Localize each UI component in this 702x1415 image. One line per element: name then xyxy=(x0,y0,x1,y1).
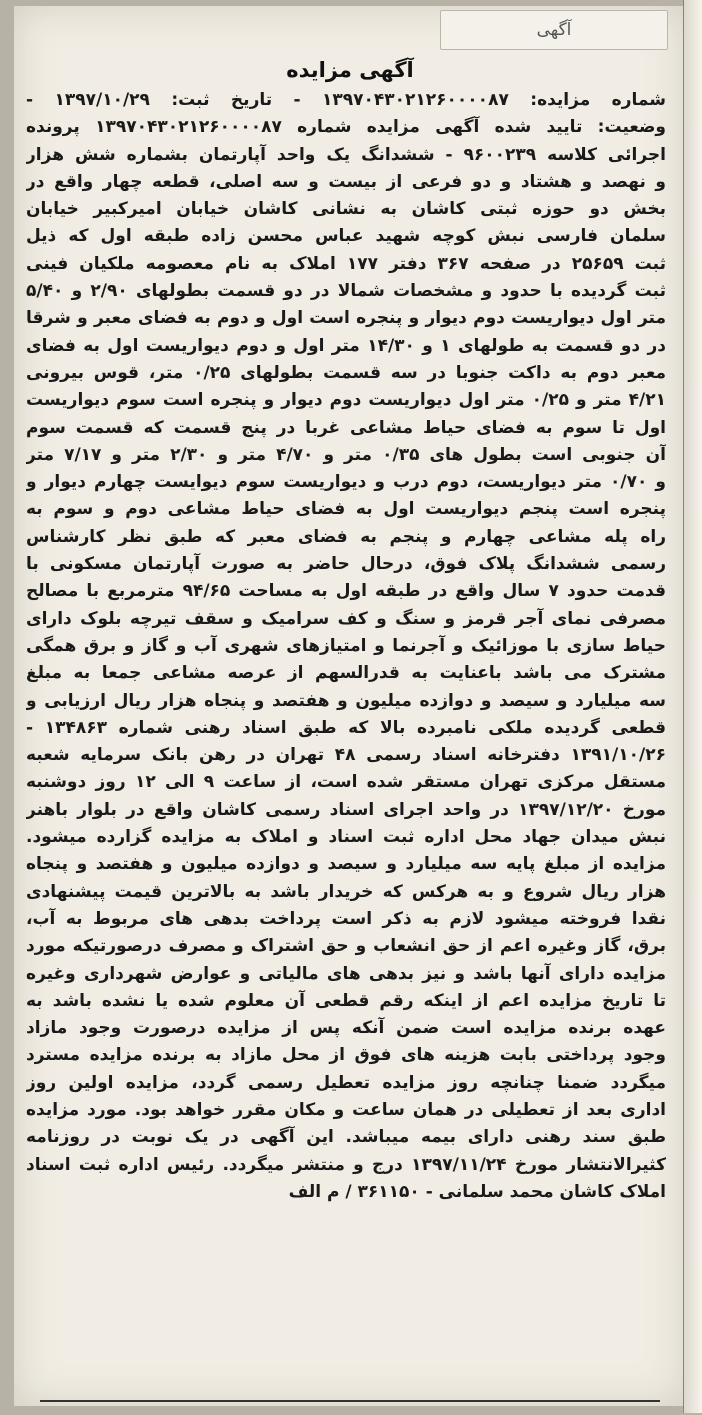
notice-line: آن جنوبی است بطول های ۰/۳۵ متر و ۴/۷۰ متر و ۲/۳۰ متر و ۷/۱۷ متر xyxy=(26,444,666,465)
notice-title: آگهی مزایده xyxy=(286,58,414,82)
notice-line: اول تا سوم به فضای حیاط مشاعی غربا در پنج قسمت که قسمت سوم xyxy=(26,417,666,438)
notice-line: مزایده از مبلغ پایه سه میلیارد و سیصد و دوازده میلیون و هفتصد و پنجاه xyxy=(26,854,666,875)
notice-line: مشترک می باشد باعنایت به قدرالسهم از عرصه مشاعی جمعا به مبلغ xyxy=(26,663,666,684)
notice-line: رسمی ششدانگ پلاک فوق، درحال حاضر به صورت آپارتمان مسکونی با xyxy=(26,554,666,575)
notice-line: قطعی گردیده ملکی نامبرده بالا که طبق اسناد رهنی شماره ۱۳۴۸۶۳ - xyxy=(26,717,666,738)
page-edge xyxy=(683,0,702,1413)
category-tab[interactable] xyxy=(440,10,668,50)
notice-line: طبق سند رهنی دارای بیمه میباشد. این آگهی در یک نوبت در روزنامه xyxy=(26,1127,666,1148)
notice-line: مورخ ۱۳۹۷/۱۲/۲۰ در واحد اجرای اسناد رسمی کاشان واقع در بلوار باهنر xyxy=(26,799,666,820)
notice-body xyxy=(26,87,666,1206)
notice-line: کثیرالانتشار مورخ ۱۳۹۷/۱۱/۲۴ درج و منتشر میگردد. رئیس اداره ثبت اسناد xyxy=(26,1154,666,1175)
notice-line: ۴/۲۱ متر و ۰/۲۵ متر اول دیواریست دوم دیوار و پنجره است سوم دیواریست xyxy=(26,390,666,411)
notice-line: مستقل مرکزی تهران مستقر شده است، از ساعت ۹ الی ۱۲ روز دوشنبه xyxy=(26,772,666,793)
notice-line: قدمت حدود ۷ سال واقع در طبقه اول به مساحت ۹۴/۶۵ مترمربع با مصالح xyxy=(26,581,666,602)
notice-line: مصرفی نمای آجر قرمز و سنگ و کف سرامیک و سقف تیرچه بلوک دارای xyxy=(26,608,666,629)
notice-line: حیاط سازی با موزائیک و آجرنما و امتیازهای شهری آب و گاز و برق همگی xyxy=(26,635,666,656)
notice-line: عهده برنده مزایده است ضمن آنکه پس از مزایده درصورت وجود مازاد xyxy=(26,1018,666,1039)
notice-line: سلمان فارسی نبش کوچه شهید عباس محسن زاده طبقه اول که ذیل xyxy=(26,226,666,247)
notice-line: هزار ریال شروع و به هرکس که خریدار باشد به بالاترین قیمت پیشنهادی xyxy=(26,881,666,902)
notice-line: ثبت گردیده با حدود و مشخصات شمالا در دو قسمت بطولهای ۲/۹۰ و ۵/۴۰ xyxy=(26,281,666,302)
notice-line: املاک کاشان محمد سلمانی - ۳۶۱۱۵۰ / م الف xyxy=(288,1181,666,1202)
notice-line: وجود پرداختی بابت هزینه های فوق از محل مازاد به برنده مزایده مسترد xyxy=(26,1045,666,1066)
notice-line: و ۰/۷۰ متر دیواریست، دوم درب و دیواریست سوم دیوایست چهارم دیوار و xyxy=(26,472,666,493)
notice-line: در دو قسمت به طولهای ۱ و ۱۴/۳۰ متر اول و دوم دیواریست اول به فضای xyxy=(26,335,666,356)
category-tab-label: آگهی xyxy=(536,20,572,40)
notice-line: اجرائی کلاسه ۹۶۰۰۲۳۹ - ششدانگ یک واحد آپارتمان بشماره شش هزار xyxy=(26,144,666,165)
notice-line: راه پله مشاعی چهارم و پنجم به فضای معبر که طبق نظر کارشناس xyxy=(26,526,666,547)
notice-line: اداری بعد از تعطیلی در همان ساعت و مکان مقرر خواهد بود. مورد مزایده xyxy=(26,1099,666,1120)
notice-line: متر اول دیواریست دوم دیوار و پنجره است اول و دوم به فضای معبر و شرقا xyxy=(26,308,666,329)
notice-line: معبر دوم به داکت جنوبا در سه قسمت بطولهای ۰/۲۵ متر، قوس بیرونی xyxy=(26,362,666,383)
notice-line: ثبت ۲۵۶۵۹ در صفحه ۳۶۷ دفتر ۱۷۷ املاک به نام معصومه ملکیان فینی xyxy=(26,253,666,274)
notice-line: بخش دو حوزه ثبتی کاشان به نشانی کاشان خیابان امیرکبیر خیابان xyxy=(26,199,666,220)
notice-line: و نهصد و هشتاد و دو فرعی از بیست و سه اصلی، قطعه چهار واقع در xyxy=(26,171,666,192)
notice-line: وضعیت: تایید شده آگهی مزایده شماره ۱۳۹۷۰۴۳۰۲۱۲۶۰۰۰۰۸۷ پرونده xyxy=(26,117,666,138)
notice-line: برق، گاز وغیره اعم از حق انشعاب و حق اشتراک و مصرف درصورتیکه مورد xyxy=(26,936,666,957)
notice-line: ۱۳۹۱/۱۰/۲۶ دفترخانه اسناد رسمی ۴۸ تهران در رهن بانک سرمایه شعبه xyxy=(26,745,666,766)
notice-line: پنجره است پنجم دیواریست اول به فضای حیاط مشاعی دوم و سوم به xyxy=(26,499,666,520)
notice-line: مزایده دارای آنها باشد و نیز بدهی های مالیاتی و عوارض شهرداری وغیره xyxy=(26,963,666,984)
notice-line: شماره مزایده: ۱۳۹۷۰۴۳۰۲۱۲۶۰۰۰۰۸۷ - تاریخ ثبت: ۱۳۹۷/۱۰/۲۹ - xyxy=(26,90,666,110)
notice-line: تا تاریخ مزایده اعم از اینکه رقم قطعی آن معلوم شده یا نشده باشد به xyxy=(26,990,666,1011)
notice-line: نقدا فروخته میشود لازم به ذکر است پرداخت بدهی های مربوط به آب، xyxy=(26,908,666,929)
notice-line: سه میلیارد و سیصد و دوازده میلیون و هفتصد و پنجاه هزار ریال ارزیابی و xyxy=(26,690,666,711)
notice-line: نبش میدان جهاد محل اداره ثبت اسناد و املاک به مزایده گزارده میشود. xyxy=(26,827,666,848)
notice-line: میگردد ضمنا چنانچه روز مزایده تعطیل رسمی گردد، مزایده اولین روز xyxy=(26,1072,666,1093)
